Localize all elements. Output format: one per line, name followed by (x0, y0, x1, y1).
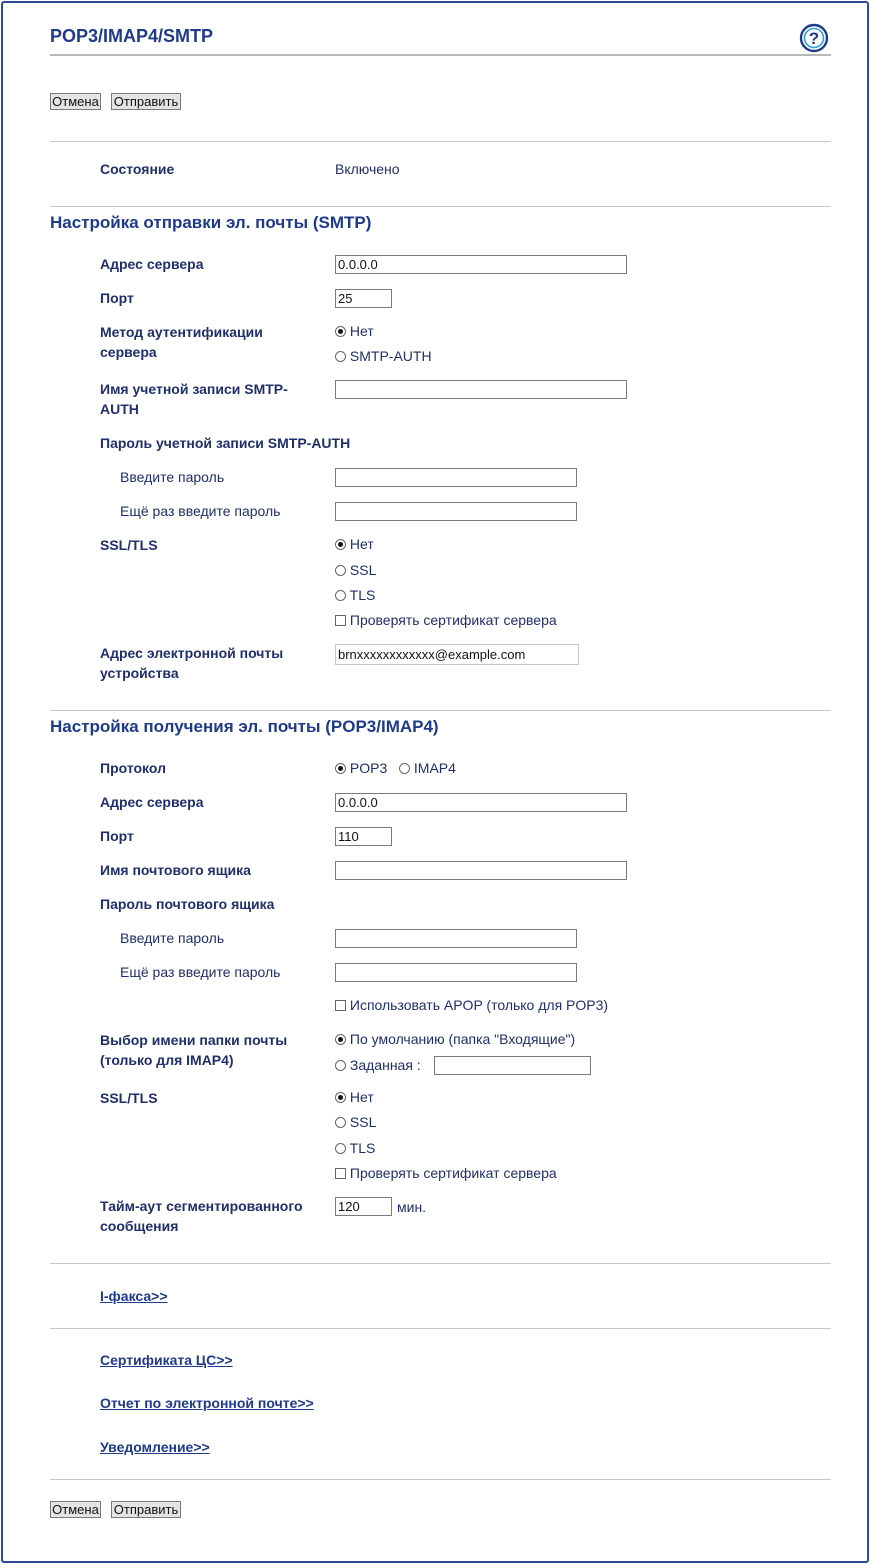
folder-label-line2: (только для IMAP4) (100, 1052, 234, 1068)
folder-option-default[interactable]: По умолчанию (папка "Входящие") (335, 1031, 575, 1047)
checkbox[interactable] (335, 1168, 346, 1179)
smtp-password-confirm-input[interactable] (335, 502, 577, 521)
mailbox-name-label: Имя почтового ящика (100, 862, 251, 878)
radio-selected[interactable] (335, 539, 346, 550)
pop-password-input[interactable] (335, 929, 577, 948)
radio-selected[interactable] (335, 1034, 346, 1045)
smtp-auth-option-none[interactable]: Нет (335, 323, 374, 339)
pop-reenter-password-label: Ещё раз введите пароль (120, 964, 281, 980)
smtp-account-label-line2: AUTH (100, 401, 139, 417)
smtp-auth-option-smtp-auth[interactable]: SMTP-AUTH (335, 348, 432, 364)
pop-server-label: Адрес сервера (100, 794, 204, 810)
timeout-label-line1: Тайм-аут сегментированного (100, 1198, 303, 1214)
pop-server-input[interactable] (335, 793, 627, 812)
checkbox[interactable] (335, 1000, 346, 1011)
page-title: POP3/IMAP4/SMTP (50, 26, 214, 46)
pop-ssl-option-ssl[interactable]: SSL (335, 1114, 376, 1130)
svg-text:?: ? (808, 29, 820, 48)
pop-ssl-option-none[interactable]: Нет (335, 1089, 374, 1105)
smtp-account-input[interactable] (335, 380, 627, 399)
divider (50, 1328, 831, 1329)
status-label: Состояние (100, 161, 175, 177)
smtp-auth-label-line1: Метод аутентификации (100, 324, 263, 340)
smtp-verify-cert-checkbox[interactable]: Проверять сертификат сервера (335, 612, 557, 628)
smtp-account-label-line1: Имя учетной записи SMTP- (100, 381, 288, 397)
protocol-option-imap4[interactable]: IMAP4 (399, 760, 456, 776)
divider (50, 710, 831, 711)
pop-password-confirm-input[interactable] (335, 963, 577, 982)
device-email-label-line2: устройства (100, 665, 179, 681)
radio-selected[interactable] (335, 1092, 346, 1103)
smtp-port-input[interactable] (335, 289, 392, 308)
title-divider (50, 54, 831, 56)
protocol-label: Протокол (100, 760, 166, 776)
timeout-unit: мин. (397, 1199, 427, 1215)
timeout-input[interactable] (335, 1197, 392, 1216)
radio[interactable] (335, 565, 346, 576)
smtp-port-label: Порт (100, 290, 134, 306)
help-icon[interactable] (799, 23, 829, 53)
folder-option-custom[interactable]: Заданная : (335, 1057, 421, 1073)
pop-enter-password-label: Введите пароль (120, 930, 225, 946)
submit-button-bottom[interactable]: Отправить (111, 1501, 181, 1518)
radio[interactable] (335, 1117, 346, 1128)
divider (50, 206, 831, 207)
smtp-ssl-option-tls[interactable]: TLS (335, 587, 375, 603)
smtp-ssl-option-none[interactable]: Нет (335, 536, 374, 552)
status-value: Включено (335, 161, 400, 177)
radio-selected[interactable] (335, 763, 346, 774)
timeout-label-line2: сообщения (100, 1218, 179, 1234)
smtp-password-input[interactable] (335, 468, 577, 487)
ifax-link[interactable]: I-факса>> (100, 1288, 168, 1304)
ca-certificate-link[interactable]: Сертификата ЦС>> (100, 1352, 233, 1368)
radio-selected[interactable] (335, 326, 346, 337)
submit-button-top[interactable]: Отправить (111, 93, 181, 110)
smtp-server-label: Адрес сервера (100, 256, 204, 272)
smtp-reenter-password-label: Ещё раз введите пароль (120, 503, 281, 519)
smtp-ssl-option-ssl[interactable]: SSL (335, 562, 376, 578)
notification-link[interactable]: Уведомление>> (100, 1439, 210, 1455)
mailbox-name-input[interactable] (335, 861, 627, 880)
protocol-option-pop3[interactable]: POP3 (335, 760, 387, 776)
email-report-link[interactable]: Отчет по электронной почте>> (100, 1395, 314, 1411)
device-email-label-line1: Адрес электронной почты (100, 645, 284, 661)
smtp-password-label: Пароль учетной записи SMTP-AUTH (100, 435, 351, 451)
smtp-section-title: Настройка отправки эл. почты (SMTP) (50, 213, 372, 232)
pop-verify-cert-checkbox[interactable]: Проверять сертификат сервера (335, 1165, 557, 1181)
pop-section-title: Настройка получения эл. почты (POP3/IMAP4) (50, 717, 439, 736)
smtp-server-input[interactable] (335, 255, 627, 274)
pop-ssl-label: SSL/TLS (100, 1090, 158, 1106)
device-email-input[interactable] (335, 644, 579, 665)
cancel-button-bottom[interactable]: Отмена (50, 1501, 101, 1518)
mailbox-password-label: Пароль почтового ящика (100, 896, 275, 912)
checkbox[interactable] (335, 615, 346, 626)
radio[interactable] (335, 590, 346, 601)
radio[interactable] (335, 351, 346, 362)
pop-port-label: Порт (100, 828, 134, 844)
folder-label-line1: Выбор имени папки почты (100, 1032, 288, 1048)
smtp-enter-password-label: Введите пароль (120, 469, 225, 485)
divider (50, 141, 831, 142)
smtp-ssl-label: SSL/TLS (100, 537, 158, 553)
radio[interactable] (335, 1060, 346, 1071)
cancel-button-top[interactable]: Отмена (50, 93, 101, 110)
pop-ssl-option-tls[interactable]: TLS (335, 1140, 375, 1156)
smtp-auth-label-line2: сервера (100, 344, 157, 360)
radio[interactable] (335, 1143, 346, 1154)
divider (50, 1479, 831, 1480)
apop-checkbox[interactable]: Использовать APOP (только для POP3) (335, 997, 608, 1013)
radio[interactable] (399, 763, 410, 774)
folder-custom-input[interactable] (434, 1056, 591, 1075)
divider (50, 1263, 831, 1264)
pop-port-input[interactable] (335, 827, 392, 846)
